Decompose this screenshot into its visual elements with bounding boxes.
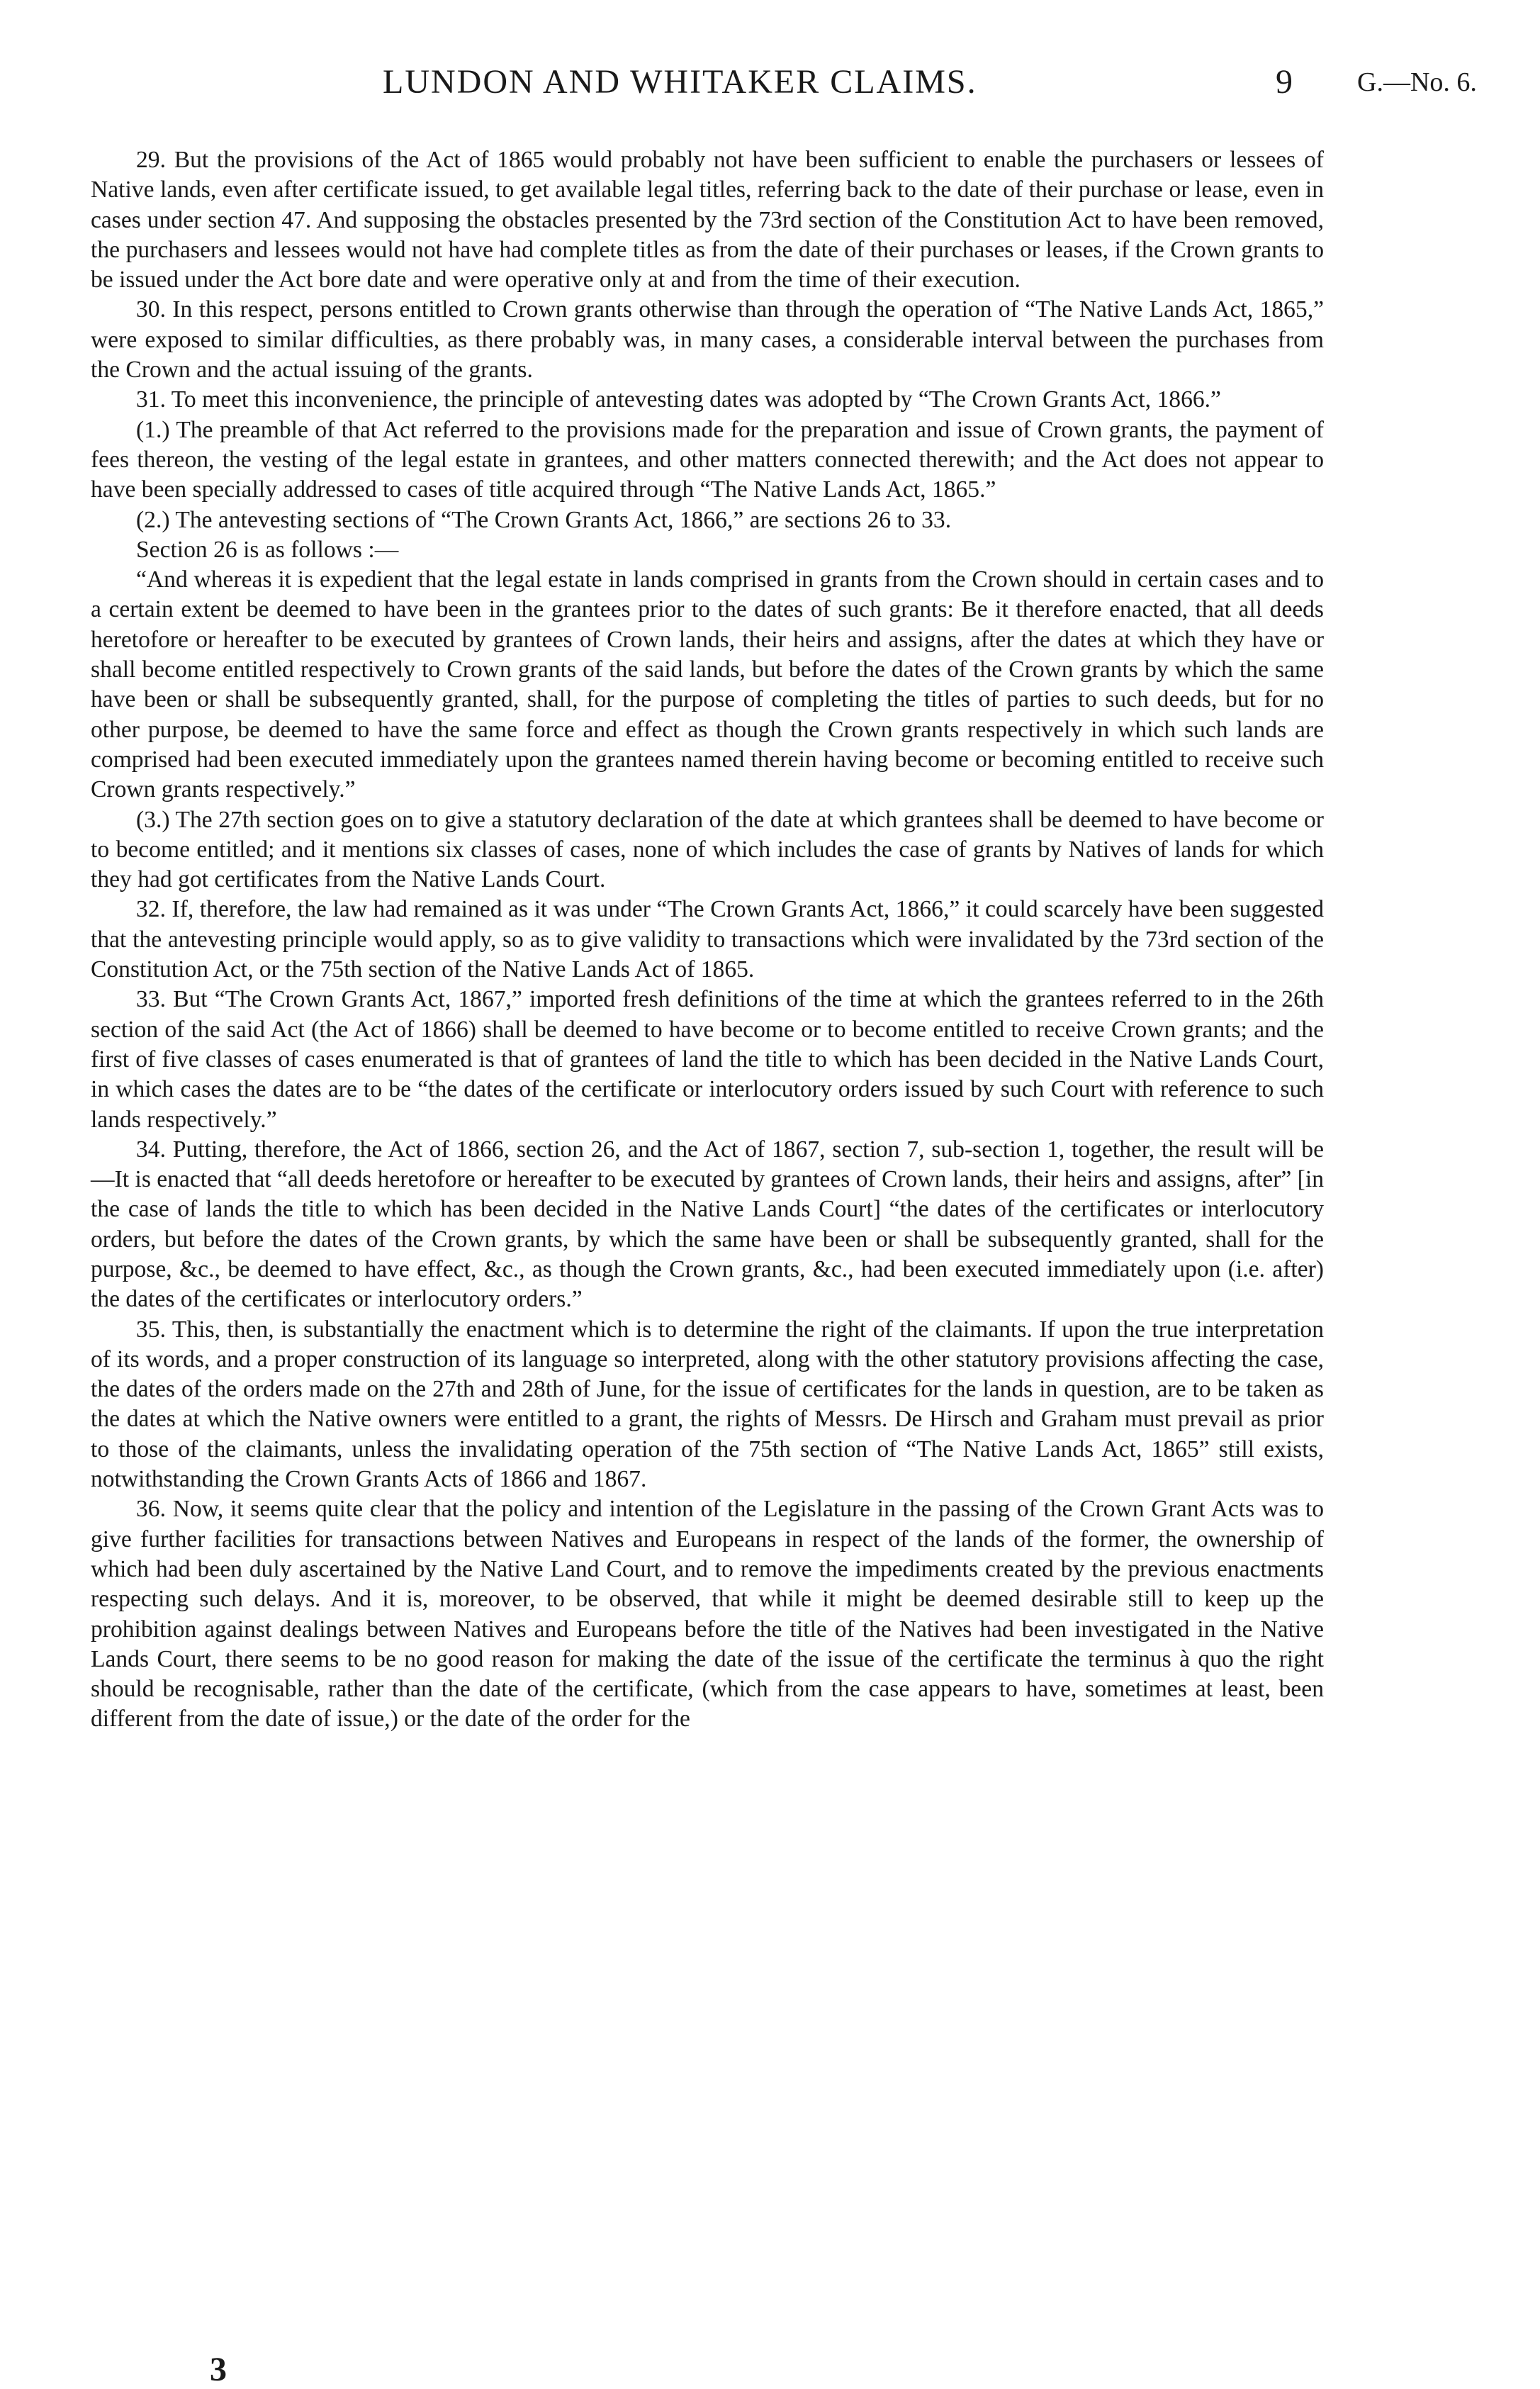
running-title: LUNDON AND WHITAKER CLAIMS. xyxy=(383,63,977,101)
page-number: 9 xyxy=(1276,63,1293,101)
paragraph-34: 34. Putting, therefore, the Act of 1866, section 26, and the Act of 1867, section 7, sub-section 1, together, the result will be—It is enacted that “all deeds heretofore or hereafter to be executed by grantees of Crown lands, their heirs and assigns, after” [in the case of lands the title to which has been decided in the Native Lands Court] “the dates of the certificates or interlocutory orders, but before the dates of the Crown grants, by which the same have been or shall be subsequently granted, shall for the purpose, &c., be deemed to have effect, &c., as though the Crown grants, &c., had been executed immediately upon (i.e. after) the dates of the certificates or interlocutory orders.” xyxy=(91,1136,1324,1313)
paragraph-35: 35. This, then, is substantially the enactment which is to determine the right of the claimants. If upon the true interpretation of its words, and a proper construction of its language so interpreted, along with the other statutory provisions affecting the case, the dates of the orders made on the 27th and 28th of June, for the issue of certificates for the lands in question, are to be taken as the dates at which the Native owners were entitled to a grant, the rights of Messrs. De Hirsch and Graham must prevail as prior to those of the claimants, unless the invalidating operation of the 75th section of “The Native Lands Act, 1865” still exists, notwithstanding the Crown Grants Acts of 1866 and 1867. xyxy=(91,1316,1324,1493)
paragraph-29: 29. But the provisions of the Act of 1865 would probably not have been sufficient to enable the purchasers or lessees of Native lands, even after certificate issued, to get available legal titles, referring back to the date of their purchase or lease, even in cases under section 47. And supposing the obstacles presented by the 73rd section of the Constitution Act to have been removed, the purchasers and lessees would not have had complete titles as from the date of their purchases or leases, if the Crown grants to be issued under the Act bore date and were operative only at and from the time of their execution. xyxy=(91,147,1324,293)
paragraph-32: 32. If, therefore, the law had remained as it was under “The Crown Grants Act, 1866,” it could scarcely have been suggested that the antevesting principle would apply, so as to give validity to transactions which were invalidated by the 73rd section of the Constitution Act, or the 75th section of the Native Lands Act of 1865. xyxy=(91,896,1324,983)
paragraph-36: 36. Now, it seems quite clear that the policy and intention of the Legislature in the passing of the Crown Grant Acts was to give further facilities for transactions between Natives and Europeans in respect of the lands of the former, the ownership of which had been duly ascertained by the Native Land Court, and to remove the impediments created by the previous enactments respecting such delays. And it is, moreover, to be observed, that while it might be deemed desirable still to keep up the prohibition against dealings between Natives and Europeans before the title of the Natives had been investigated in the Native Lands Court, there seems to be no good reason for making the date of the issue of the certificate the terminus à quo the right should be recognisable, rather than the date of the certificate, (which from the case appears to have, sometimes at least, been different from the date of issue,) or the date of the order for the xyxy=(91,1496,1324,1733)
paragraph-31: 31. To meet this inconvenience, the principle of antevesting dates was adopted by “The Crown Grants Act, 1866.” xyxy=(136,386,1221,413)
paragraph-31-sub-1: (1.) The preamble of that Act referred to the provisions made for the preparation and issue of Crown grants, the payment of fees thereon, the vesting of the legal estate in grantees, and other matters connected therewith; and the Act does not appear to have been specially addressed to cases of title acquired through “The Native Lands Act, 1865.” xyxy=(91,416,1324,503)
section-26-intro: Section 26 is as follows :— xyxy=(136,536,399,563)
paragraph-31-sub-2: (2.) The antevesting sections of “The Crown Grants Act, 1866,” are sections 26 to 33. xyxy=(136,506,952,533)
paragraph-31-sub-3: (3.) The 27th section goes on to give a statutory declaration of the date at which grantees shall be deemed to have become or to become entitled; and it mentions six classes of cases, none of which includes the case of grants by Natives of lands for which they had got certificates from the Native Lands Court. xyxy=(91,806,1324,893)
paper-reference: G.—No. 6. xyxy=(1357,67,1477,97)
page-header xyxy=(0,62,1540,112)
signature-mark: 3 xyxy=(210,2351,227,2388)
paragraph-30: 30. In this respect, persons entitled to Crown grants otherwise than through the operation of “The Native Lands Act, 1865,” were exposed to similar difficulties, as there probably was, in many cases, a considerable interval between the purchases from the Crown and the actual issuing of the grants. xyxy=(91,296,1324,384)
paragraph-33: 33. But “The Crown Grants Act, 1867,” imported fresh definitions of the time at which the grantees referred to in the 26th section of the said Act (the Act of 1866) shall be deemed to have become or to become entitled to receive Crown grants; and the first of five classes of cases enumerated is that of grantees of land the title to which has been decided in the Native Lands Court, in which cases the dates are to be “the dates of the certificate or interlocutory orders issued by such Court with reference to such lands respectively.” xyxy=(91,986,1324,1133)
section-26-quote: “And whereas it is expedient that the legal estate in lands comprised in grants from the Crown should in certain cases and to a certain extent be deemed to have been in the grantees prior to the dates of such grants: Be it therefore enacted, that all deeds heretofore or hereafter to be executed by grantees of Crown lands, their heirs and assigns, after the dates at which they have or shall become entitled respectively to Crown grants of the said lands, but before the dates of the Crown grants by which the same have been or shall be subsequently granted, shall, for the purpose of completing the titles of parties to such deeds, but for no other purpose, be deemed to have the same force and effect as though the Crown grants respectively in which such lands are comprised had been executed immediately upon the grantees named therein having become or becoming entitled to receive such Crown grants respectively.” xyxy=(91,566,1324,803)
body-text xyxy=(91,145,1324,1735)
